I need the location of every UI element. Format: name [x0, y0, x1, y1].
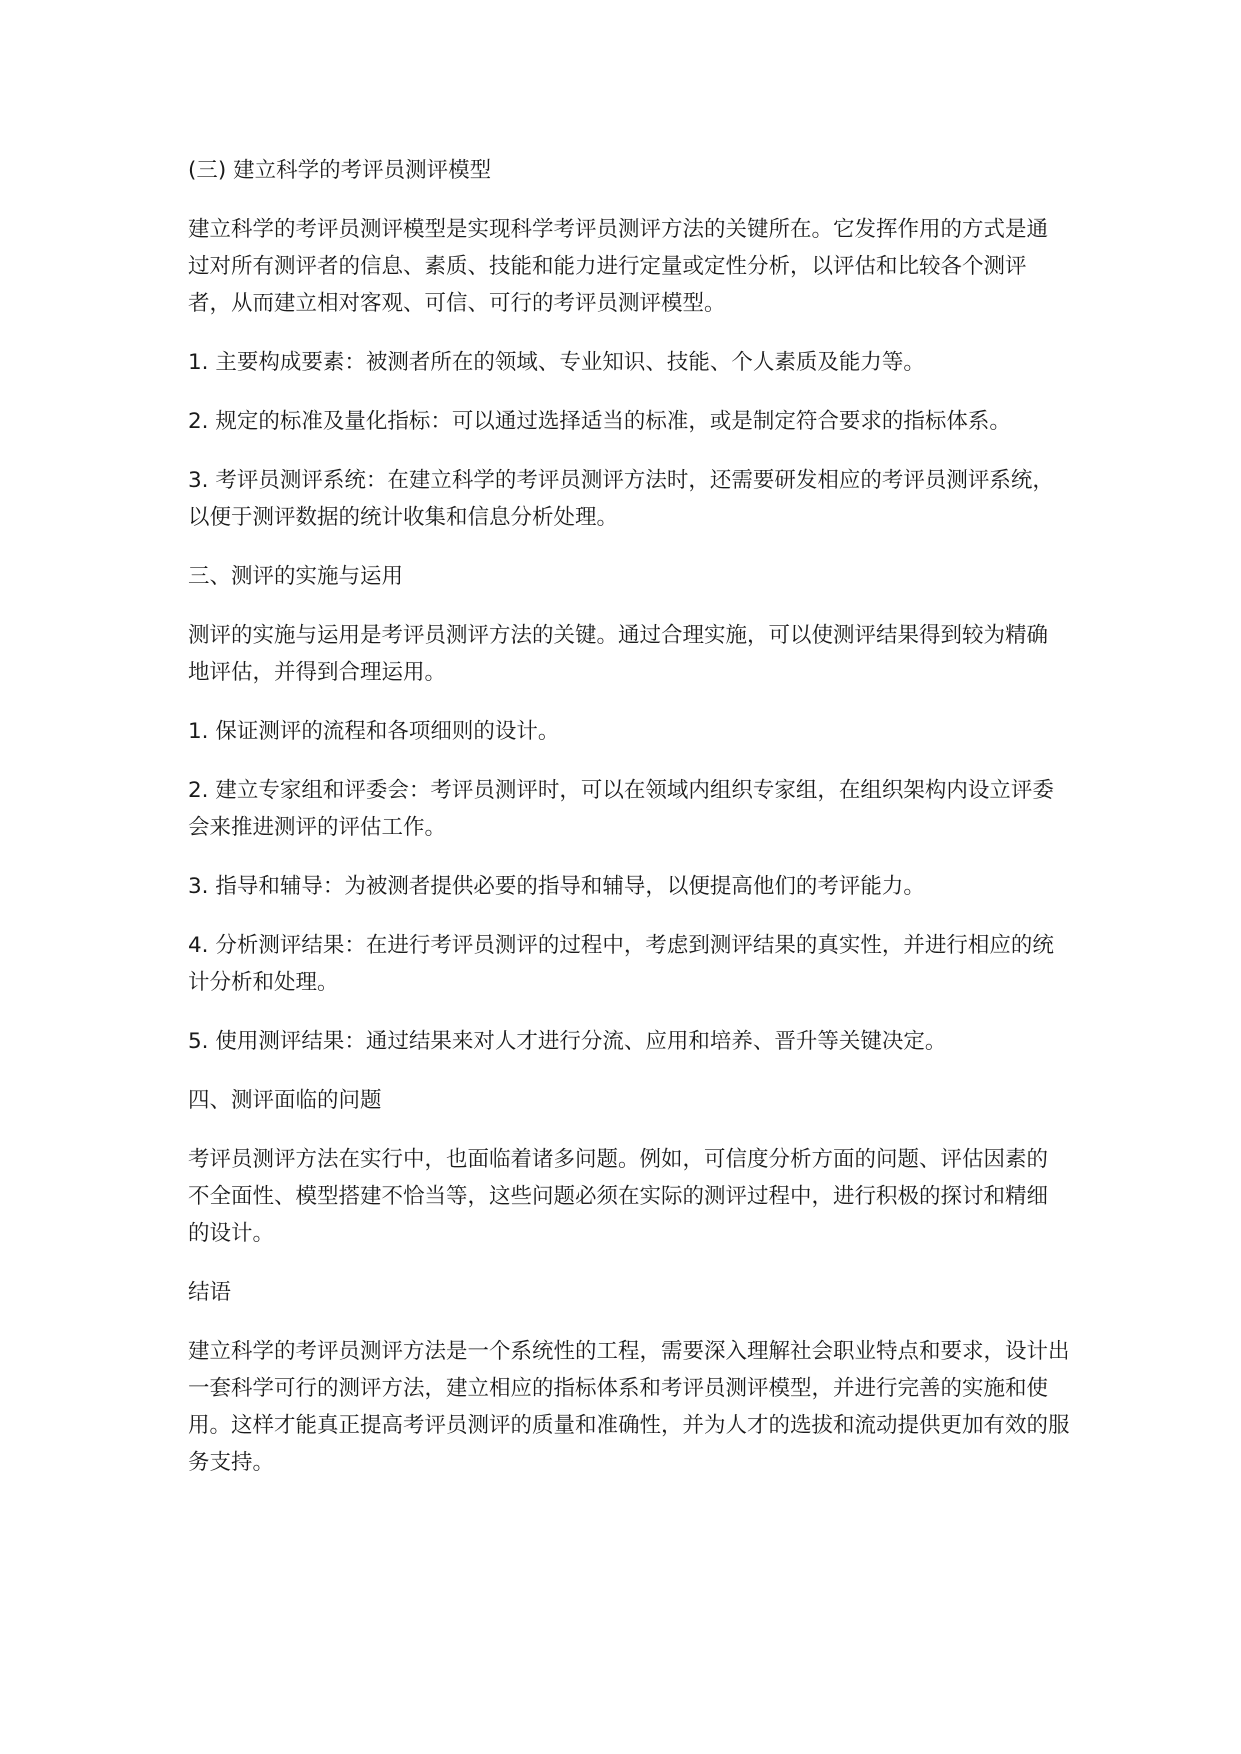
list-item: 4. 分析测评结果：在进行考评员测评的过程中，考虑到测评结果的真实性，并进行相应的统计分析和处理。 — [188, 933, 1054, 995]
list-item: 2. 规定的标准及量化指标：可以通过选择适当的标准，或是制定符合要求的指标体系。 — [188, 409, 1011, 434]
body-paragraph: 建立科学的考评员测评方法是一个系统性的工程，需要深入理解社会职业特点和要求，设计出一套科学可行的测评方法，建立相应的指标体系和考评员测评模型，并进行完善的实施和使用。这样才能真正提高考评员测评的质量和准确性，并为人才的选拔和流动提供更加有效的服务支持。 — [188, 1339, 1070, 1475]
section-heading: 结语 — [188, 1280, 232, 1305]
section-heading: 三、测评的实施与运用 — [188, 564, 404, 589]
list-item: 5. 使用测评结果：通过结果来对人才进行分流、应用和培养、晋升等关键决定。 — [188, 1029, 947, 1054]
list-item: 2. 建立专家组和评委会：考评员测评时，可以在领域内组织专家组，在组织架构内设立评委会来推进测评的评估工作。 — [188, 778, 1054, 840]
body-paragraph: 考评员测评方法在实行中，也面临着诸多问题。例如，可信度分析方面的问题、评估因素的不全面性、模型搭建不恰当等，这些问题必须在实际的测评过程中，进行积极的探讨和精细的设计。 — [188, 1147, 1049, 1246]
list-item: 1. 保证测评的流程和各项细则的设计。 — [188, 719, 560, 744]
section-heading: (三) 建立科学的考评员测评模型 — [188, 158, 492, 183]
list-item: 1. 主要构成要素：被测者所在的领域、专业知识、技能、个人素质及能力等。 — [188, 350, 925, 375]
body-paragraph: 建立科学的考评员测评模型是实现科学考评员测评方法的关键所在。它发挥作用的方式是通过对所有测评者的信息、素质、技能和能力进行定量或定性分析，以评估和比较各个测评者，从而建立相对客观、可信、可行的考评员测评模型。 — [188, 217, 1049, 316]
section-heading: 四、测评面临的问题 — [188, 1088, 382, 1113]
list-item: 3. 指导和辅导：为被测者提供必要的指导和辅导，以便提高他们的考评能力。 — [188, 874, 925, 899]
list-item: 3. 考评员测评系统：在建立科学的考评员测评方法时，还需要研发相应的考评员测评系统，以便于测评数据的统计收集和信息分析处理。 — [188, 468, 1054, 530]
body-paragraph: 测评的实施与运用是考评员测评方法的关键。通过合理实施，可以使测评结果得到较为精确地评估，并得到合理运用。 — [188, 623, 1049, 685]
